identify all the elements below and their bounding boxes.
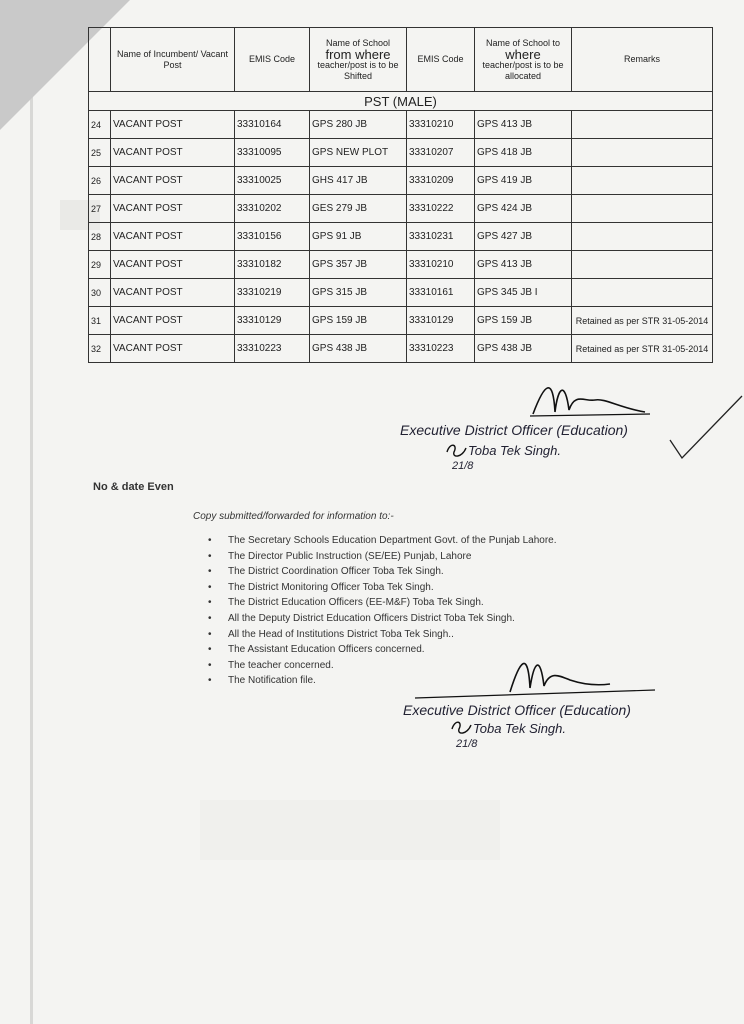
row-school-from: GHS 417 JB <box>310 167 407 195</box>
row-emis-from: 33310202 <box>235 195 310 223</box>
table-row <box>89 279 713 307</box>
row-remarks <box>572 195 713 223</box>
row-post: VACANT POST <box>111 307 235 335</box>
row-post: VACANT POST <box>111 195 235 223</box>
row-school-to: GPS 345 JB I <box>475 279 572 307</box>
header-emis-from: EMIS Code <box>235 28 310 92</box>
row-number: 28 <box>89 223 111 251</box>
section-title: PST (MALE) <box>89 92 713 111</box>
header-school-from: Name of School from where teacher/post is to be Shifted <box>310 28 407 92</box>
header-incumbent: Name of Incumbent/ Vacant Post <box>111 28 235 92</box>
row-emis-from: 33310223 <box>235 335 310 363</box>
row-post: VACANT POST <box>111 335 235 363</box>
row-emis-from: 33310156 <box>235 223 310 251</box>
row-emis-to: 33310210 <box>407 111 475 139</box>
table-row <box>89 167 713 195</box>
row-school-from: GPS 91 JB <box>310 223 407 251</box>
row-number: 30 <box>89 279 111 307</box>
recipient-item: • The District Education Officers (EE-M&F) Toba Tek Singh. <box>208 595 557 611</box>
table-row <box>89 251 713 279</box>
signature-2-title: Executive District Officer (Education) <box>403 702 631 718</box>
row-school-to: GPS 424 JB <box>475 195 572 223</box>
row-school-from: GPS 315 JB <box>310 279 407 307</box>
row-emis-to: 33310129 <box>407 307 475 335</box>
row-emis-to: 33310231 <box>407 223 475 251</box>
recipient-item: • All the Deputy District Education Officers District Toba Tek Singh. <box>208 611 557 627</box>
row-school-to: GPS 427 JB <box>475 223 572 251</box>
page-edge <box>30 0 33 1024</box>
row-post: VACANT POST <box>111 223 235 251</box>
row-number: 26 <box>89 167 111 195</box>
initials-1 <box>444 440 470 462</box>
row-number: 25 <box>89 139 111 167</box>
table-row <box>89 139 713 167</box>
row-number: 29 <box>89 251 111 279</box>
recipient-item: • The Secretary Schools Education Department Govt. of the Punjab Lahore. <box>208 533 557 549</box>
row-emis-to: 33310207 <box>407 139 475 167</box>
row-school-to: GPS 159 JB <box>475 307 572 335</box>
table-row <box>89 111 713 139</box>
section-row <box>89 92 713 111</box>
row-post: VACANT POST <box>111 251 235 279</box>
row-school-to: GPS 413 JB <box>475 251 572 279</box>
signature-2-place: Toba Tek Singh. <box>473 721 566 736</box>
recipient-item: • The District Coordination Officer Toba Tek Singh. <box>208 564 557 580</box>
recipient-item: • The teacher concerned. <box>208 658 557 674</box>
row-school-from: GPS 159 JB <box>310 307 407 335</box>
table-row <box>89 307 713 335</box>
recipient-item: • The Assistant Education Officers concerned. <box>208 642 557 658</box>
signature-1-date: 21/8 <box>452 460 474 472</box>
row-remarks: Retained as per STR 31-05-2014 <box>572 307 713 335</box>
row-remarks <box>572 167 713 195</box>
bleed-through-mark <box>200 800 500 860</box>
row-emis-from: 33310164 <box>235 111 310 139</box>
row-emis-from: 33310182 <box>235 251 310 279</box>
row-school-to: GPS 418 JB <box>475 139 572 167</box>
row-remarks <box>572 251 713 279</box>
table-row <box>89 223 713 251</box>
row-emis-to: 33310161 <box>407 279 475 307</box>
copy-heading: Copy submitted/forwarded for information to:- <box>193 511 394 522</box>
row-emis-from: 33310095 <box>235 139 310 167</box>
checkmark-mark <box>668 390 744 462</box>
row-number: 31 <box>89 307 111 335</box>
row-remarks <box>572 279 713 307</box>
signature-1 <box>525 372 655 422</box>
row-emis-to: 33310210 <box>407 251 475 279</box>
row-post: VACANT POST <box>111 111 235 139</box>
allocation-table <box>88 27 713 363</box>
row-remarks: Retained as per STR 31-05-2014 <box>572 335 713 363</box>
header-remarks: Remarks <box>572 28 713 92</box>
signature-2-date: 21/8 <box>456 738 478 750</box>
row-school-from: GPS 280 JB <box>310 111 407 139</box>
signature-2 <box>410 640 660 700</box>
table-row <box>89 195 713 223</box>
recipient-item: • The Notification file. <box>208 673 557 689</box>
row-school-to: GPS 438 JB <box>475 335 572 363</box>
row-post: VACANT POST <box>111 279 235 307</box>
row-emis-to: 33310223 <box>407 335 475 363</box>
header-serial <box>89 28 111 92</box>
no-date-line: No & date Even <box>93 481 174 493</box>
row-emis-to: 33310222 <box>407 195 475 223</box>
row-school-to: GPS 419 JB <box>475 167 572 195</box>
row-number: 24 <box>89 111 111 139</box>
row-remarks <box>572 223 713 251</box>
row-emis-to: 33310209 <box>407 167 475 195</box>
recipient-item: • The Director Public Instruction (SE/EE) Punjab, Lahore <box>208 549 557 565</box>
recipient-item: • The District Monitoring Officer Toba Tek Singh. <box>208 580 557 596</box>
row-number: 27 <box>89 195 111 223</box>
signature-1-place: Toba Tek Singh. <box>468 443 561 458</box>
header-emis-to: EMIS Code <box>407 28 475 92</box>
row-emis-from: 33310025 <box>235 167 310 195</box>
initials-2 <box>449 717 475 739</box>
row-remarks <box>572 111 713 139</box>
row-school-from: GES 279 JB <box>310 195 407 223</box>
row-remarks <box>572 139 713 167</box>
row-number: 32 <box>89 335 111 363</box>
signature-1-title: Executive District Officer (Education) <box>400 422 628 438</box>
recipient-item: • All the Head of Institutions District Toba Tek Singh.. <box>208 627 557 643</box>
table-header-row <box>89 28 713 92</box>
header-school-to: Name of School to where teacher/post is to be allocated <box>475 28 572 92</box>
row-school-from: GPS NEW PLOT <box>310 139 407 167</box>
row-post: VACANT POST <box>111 139 235 167</box>
row-school-from: GPS 357 JB <box>310 251 407 279</box>
row-emis-from: 33310219 <box>235 279 310 307</box>
row-post: VACANT POST <box>111 167 235 195</box>
row-school-to: GPS 413 JB <box>475 111 572 139</box>
row-school-from: GPS 438 JB <box>310 335 407 363</box>
row-emis-from: 33310129 <box>235 307 310 335</box>
table-row <box>89 335 713 363</box>
